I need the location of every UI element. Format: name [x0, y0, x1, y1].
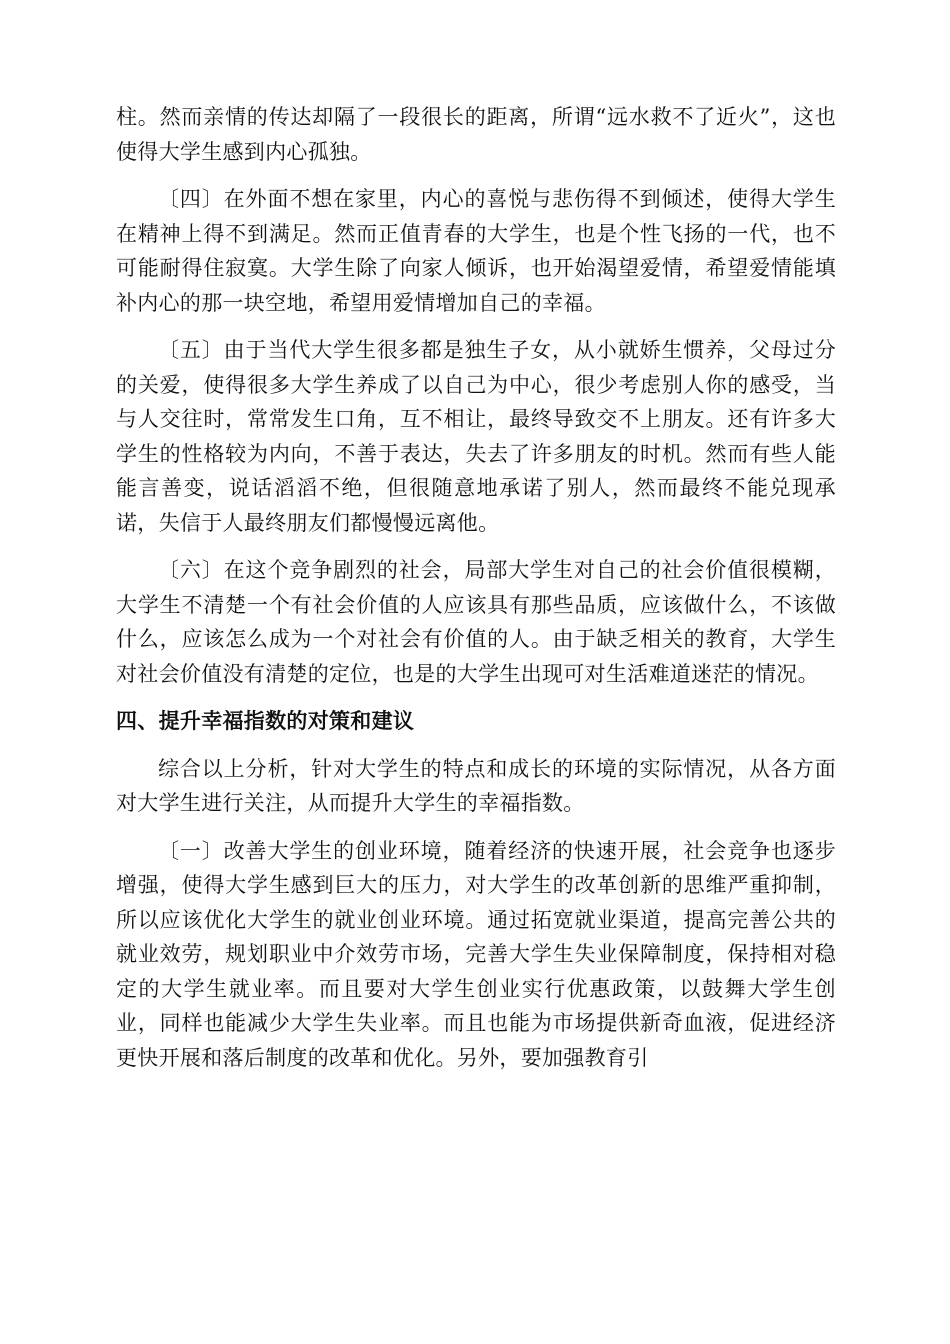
section-heading: 四、提升幸福指数的对策和建议 [116, 709, 415, 733]
paragraph-item-5: 〔五〕由于当代大学生很多都是独生子女，从小就娇生惯养，父母过分的关爱，使得很多大学生养成了以自己为中心，很少考虑别人你的感受，当与人交往时，常常发生口角，互不相让，最终导致交不上朋友。还有许多大学生的性格较为内向，不善于表达，失去了许多朋友的时机。然而有些人能能言善变，说话滔滔不绝，但很随意地承诺了别人，然而最终不能兑现承诺，失信于人最终朋友们都慢慢远离他。 [116, 338, 836, 535]
paragraph-continuation: 柱。然而亲情的传达却隔了一段很长的距离，所谓“远水救不了近火”，这也使得大学生感到内心孤独。 [116, 105, 836, 164]
paragraph-item-4: 〔四〕在外面不想在家里，内心的喜悦与悲伤得不到倾述，使得大学生在精神上得不到满足。然而正值青春的大学生，也是个性飞扬的一代，也不可能耐得住寂寞。大学生除了向家人倾诉，也开始渴望爱情，希望爱情能填补内心的那一块空地，希望用爱情增加自己的幸福。 [116, 187, 836, 315]
paragraph-item-1: 〔一〕改善大学生的创业环境，随着经济的快速开展，社会竞争也逐步增强，使得大学生感到巨大的压力，对大学生的改革创新的思维严重抑制，所以应该优化大学生的就业创业环境。通过拓宽就业渠道，提高完善公共的就业效劳，规划职业中介效劳市场，完善大学生失业保障制度，保持相对稳定的大学生就业率。而且要对大学生创业实行优惠政策，以鼓舞大学生创业，同样也能减少大学生失业率。而且也能为市场提供新奇血液，促进经济更快开展和落后制度的改革和优化。另外，要加强教育引 [116, 838, 836, 1070]
paragraph-item-6: 〔六〕在这个竞争剧烈的社会，局部大学生对自己的社会价值很模糊，大学生不清楚一个有社会价值的人应该具有那些品质，应该做什么，不该做什么，应该怎么成为一个对社会有价值的人。由于缺乏相关的教育，大学生对社会价值没有清楚的定位，也是的大学生出现可对生活难道迷茫的情况。 [116, 558, 836, 686]
document-page [116, 100, 836, 1075]
paragraph-summary: 综合以上分析，针对大学生的特点和成长的环境的实际情况，从各方面对大学生进行关注，从而提升大学生的幸福指数。 [116, 756, 836, 815]
